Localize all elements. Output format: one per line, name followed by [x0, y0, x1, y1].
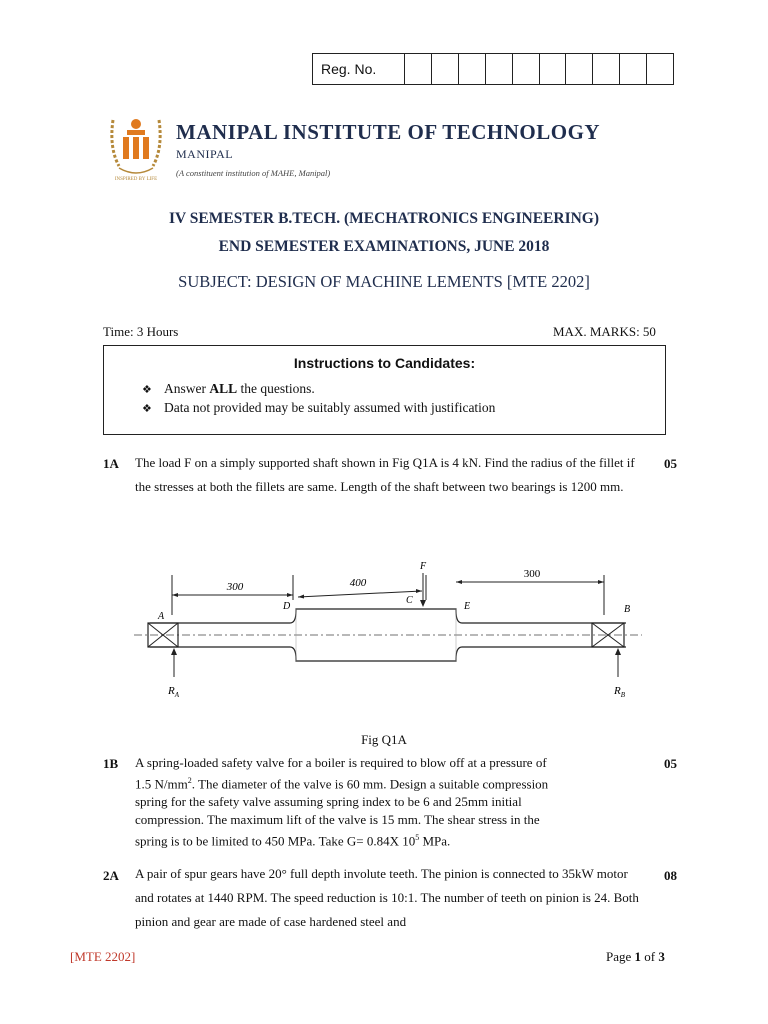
figure-caption: Fig Q1A: [361, 732, 407, 747]
label-RB: $R_B$: [614, 685, 626, 699]
max-marks: MAX. MARKS: 50: [553, 324, 656, 339]
reg-no-box: [312, 53, 674, 85]
label-B: B: [624, 604, 631, 615]
institute-city: MANIPAL: [176, 147, 234, 161]
reg-no-cell: [647, 54, 673, 84]
institute-subline: (A constituent institution of MAHE, Manipal): [176, 168, 331, 178]
reg-no-cell: [459, 54, 486, 84]
institute-logo: [105, 112, 167, 184]
institute-name: MANIPAL INSTITUTE OF TECHNOLOGY: [176, 120, 601, 144]
reg-no-cell: [566, 54, 593, 84]
label-E: E: [464, 601, 471, 612]
instructions-box: [103, 345, 666, 435]
reg-no-cell: [540, 54, 567, 84]
shaft-figure: [130, 555, 650, 715]
question-number: 1A: [103, 456, 119, 471]
label-D: D: [283, 601, 291, 612]
svg-text:INSPIRED BY LIFE: INSPIRED BY LIFE: [114, 177, 158, 182]
question-number: 2A: [103, 868, 119, 883]
question-marks: 08: [664, 868, 677, 883]
subject-line: SUBJECT: DESIGN OF MACHINE LEMENTS [MTE 2202]: [178, 272, 590, 291]
question-marks: 05: [664, 456, 677, 471]
question-text: The load F on a simply supported shaft shown in Fig Q1A is 4 kN. Find the radius of the fillet if the stresses at both the fillets are same. Length of the shaft between two bearings is 1200 mm.: [135, 455, 635, 494]
reg-no-cell: [405, 54, 432, 84]
label-RA: $R_A$: [168, 685, 180, 699]
exam-time: Time: 3 Hours: [103, 324, 179, 339]
dim-left-label: 300: [226, 581, 244, 593]
reg-no-cell: [513, 54, 540, 84]
reg-no-label: Reg. No.: [313, 54, 405, 84]
label-A: A: [158, 611, 165, 622]
question-text: A pair of spur gears have 20° full depth involute teeth. The pinion is connected to 35kW motor and rotates at 1440 RPM. The speed reduction is 10:1. The number of teeth on pinion is 24. Both pinion and gear are made of case hardened steel and: [135, 866, 639, 929]
exam-title: END SEMESTER EXAMINATIONS, JUNE 2018: [218, 238, 550, 255]
label-C: C: [406, 595, 413, 606]
dim-right-label: 300: [523, 568, 541, 580]
reg-no-cell: [486, 54, 513, 84]
footer-page-number: Page 1 of 3: [606, 949, 665, 964]
question-marks: 05: [664, 756, 677, 771]
bullet-diamond-icon: ❖: [142, 384, 152, 396]
instruction-item: ❖ Data not provided may be suitably assumed with justification: [142, 400, 496, 415]
question-text: A spring-loaded safety valve for a boiler is required to blow off at a pressure of 1.5 $N/mm^2$. The diameter of the valve is 60 mm. Design a suitable compression spring for the safety valve assuming spring index to be 6 and 25mm initial compression. The maximum lift of the valve is 15 mm. The shear stress in the spring is to be limited to 450 MPa. Take G= 0.84X $10^5$ MPa.: [135, 755, 549, 849]
label-F: F: [420, 561, 427, 572]
question-number: 1B: [103, 756, 119, 771]
instruction-item: ❖ Answer ALL the questions.: [142, 381, 315, 396]
semester-line: IV SEMESTER B.TECH. (MECHATRONICS ENGINEERING): [168, 210, 600, 227]
dim-mid-label: 400: [349, 577, 367, 589]
reg-no-cell: [620, 54, 647, 84]
instructions-title: Instructions to Candidates:: [293, 355, 476, 371]
bullet-diamond-icon: ❖: [142, 403, 152, 415]
reg-no-cell: [432, 54, 459, 84]
footer-course-code: [MTE 2202]: [70, 949, 136, 964]
reg-no-cell: [593, 54, 620, 84]
